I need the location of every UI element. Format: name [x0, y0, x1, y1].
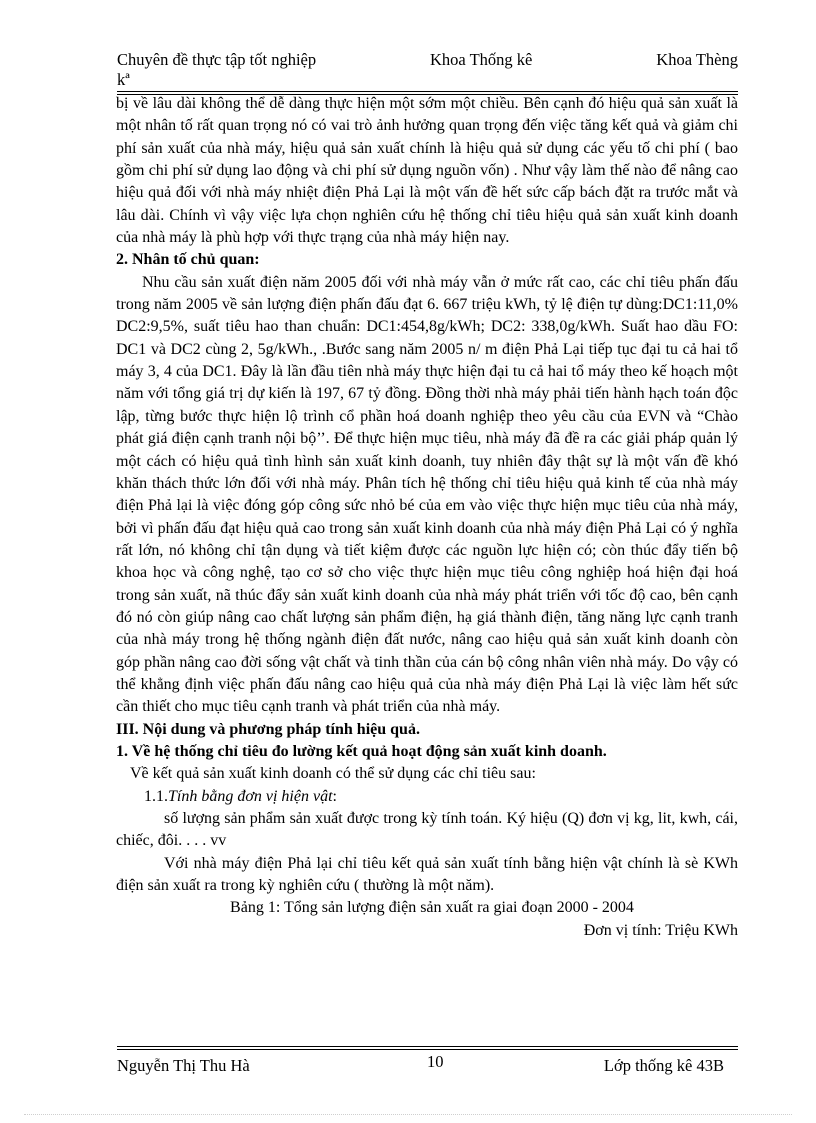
footer-class: Lớp thống kê 43B	[603, 1056, 724, 1075]
footer-rule	[117, 1046, 738, 1050]
page-header	[117, 50, 738, 96]
paragraph-quantity: số lượng sản phẩm sản xuất được trong kỳ tính toán. Ký hiệu (Q) đơn vị kg, lit, kwh, cái, chiếc, đôi. . . . vv	[116, 810, 738, 850]
header-title: Chuyên đề thực tập tốt nghiệp	[117, 50, 317, 69]
paragraph-intro: bị về lâu dài không thể dễ dàng thực hiện một sớm một chiều. Bên cạnh đó hiệu quả sản xuất là một nhân tố rất quan trọng nó có vai trò ảnh hưởng quan trọng đến việc tăng kết quả và giảm chi phí sản xuất của nhà máy, hiệu quả sản xuất chính là hiệu quả sử dụng các yếu tố chi phí ( bao gồm chi phí sử dụng lao động và chi phí sử dụng nguồn vốn) . Như vậy làm thế nào để nâng cao hiệu quả đối với nhà máy nhiệt điện Phả Lại là một vấn đề hết sức cấp bách đặt ra trước mắt và lâu dài. Chính vì vậy việc lựa chọn nghiên cứu hệ thống chỉ tiêu hiệu quả sản xuất kinh doanh của nhà máy là phù hợp với thực trạng của nhà máy hiện nay.	[116, 95, 738, 247]
subheading-title: Tính bằng đơn vị hiện vật	[168, 787, 333, 805]
subheading-physical-units	[116, 786, 738, 808]
paragraph-kwh: Với nhà máy điện Phả lại chỉ tiêu kết quả sản xuất tính bằng hiện vật chính là sè KWh điện sản xuất ra trong kỳ nghiên cứu ( thường là một năm).	[116, 854, 738, 895]
page-footer	[117, 1046, 738, 1086]
subheading-colon: :	[332, 787, 337, 805]
subheading-number: 1.1.	[144, 787, 168, 805]
header-department: Khoa Thống kê	[430, 50, 533, 69]
header-right-label: Khoa Thèng	[656, 50, 738, 69]
paragraph-subjective-factor: Nhu cầu sản xuất điện năm 2005 đối với nhà máy vẫn ở mức rất cao, các chỉ tiêu phấn đấu trong năm 2005 về sản lượng điện phấn đấu đạt 6. 667 triệu kWh, tỷ lệ điện tự dùng:DC1:11,0% DC2:9,5%, suất tiêu hao than chuẩn: DC1:454,8g/kWh; DC2: 338,0g/kWh. Suất hao dầu FO: DC1 và DC2 cùng 2, 5g/kWh., .Bước sang năm 2005 n/ m điện Phả Lại tiếp tục đại tu cả hai tổ máy 3, 4 của DC1. Đây là lần đầu tiên nhà máy thực hiện đại tu cả hai tổ máy theo kế hoạch một năm với tổng giá trị dự kiến là 197, 67 tỷ đồng. Đồng thời nhà máy phải tiến hành hạch toán độc lập, từng bước thực hiện lộ trình cổ phần hoá doanh nghiệp theo yêu cầu của EVN và “Chào phát giá điện cạnh tranh nội bộ’’. Để thực hiện mục tiêu, nhà máy đã đề ra các giải pháp quản lý một cách có hiệu quả tình hình sản xuất kinh doanh, tuy nhiên đây thật sự là một vấn đề khó khăn thách thức lớn đối với nhà máy. Phân tích hệ thống chỉ tiêu hiệu quả kinh tế của nhà máy điện Phả lại là việc đóng góp công sức nhỏ bé của em vào việc thực hiện mục tiêu của nhà máy, bởi vì phấn đấu đạt hiệu quả cao trong sản xuất kinh doanh của nhà máy điện Phả Lại có ý nghĩa rất lớn, nó không chỉ tận dụng và tiết kiệm được các nguồn lực hiện có; còn thúc đẩy tiến bộ khoa học và công nghệ, tạo cơ sở cho việc thực hiện mục tiêu công nghiệp hoá hiện đại hoá trong sản xuất, nã thúc đẩy sản xuất kinh doanh của nhà máy phát triển với tốc độ cao, bên cạnh đó nó còn giúp nâng cao chất lượng sản phẩm điện, hạ giá thành điện, tăng năng lực cạnh tranh của nhà máy trong hệ thống ngành điện đất nước, nâng cao hiệu quả sản xuất kinh doanh còn góp phần nâng cao đời sống vật chất và tinh thần của cán bộ công nhân viên nhà máy. Do vậy có thể khẳng định việc phấn đấu nâng cao hiệu quả của nhà máy điện Phả Lại là việc làm hết sức cần thiết cho mục tiêu cạnh tranh và phát triển của nhà máy.	[116, 273, 738, 716]
paragraph-results-intro: Về kết quả sản xuất kinh doanh có thể sử dụng các chỉ tiêu sau:	[130, 765, 536, 783]
footer-author: Nguyễn Thị Thu Hà	[117, 1056, 250, 1075]
heading-subjective-factor: 2. Nhân tố chủ quan:	[116, 251, 260, 269]
page-number: 10	[427, 1052, 444, 1071]
heading-section-3: III. Nội dung và phương pháp tính hiệu quả.	[116, 720, 420, 738]
header-left	[117, 50, 316, 90]
document-body	[116, 93, 738, 942]
table-caption: Bảng 1: Tổng sản lượng điện sản xuất ra giai đoạn 2000 - 2004	[230, 899, 634, 917]
table-unit: Đơn vị tính: Triệu KWh	[583, 921, 738, 939]
page-edge-divider	[24, 1114, 792, 1115]
header-title-overflow: kª	[117, 70, 130, 89]
heading-indicator-system: 1. Về hệ thống chỉ tiêu đo lường kết quả hoạt động sản xuất kinh doanh.	[116, 742, 607, 760]
